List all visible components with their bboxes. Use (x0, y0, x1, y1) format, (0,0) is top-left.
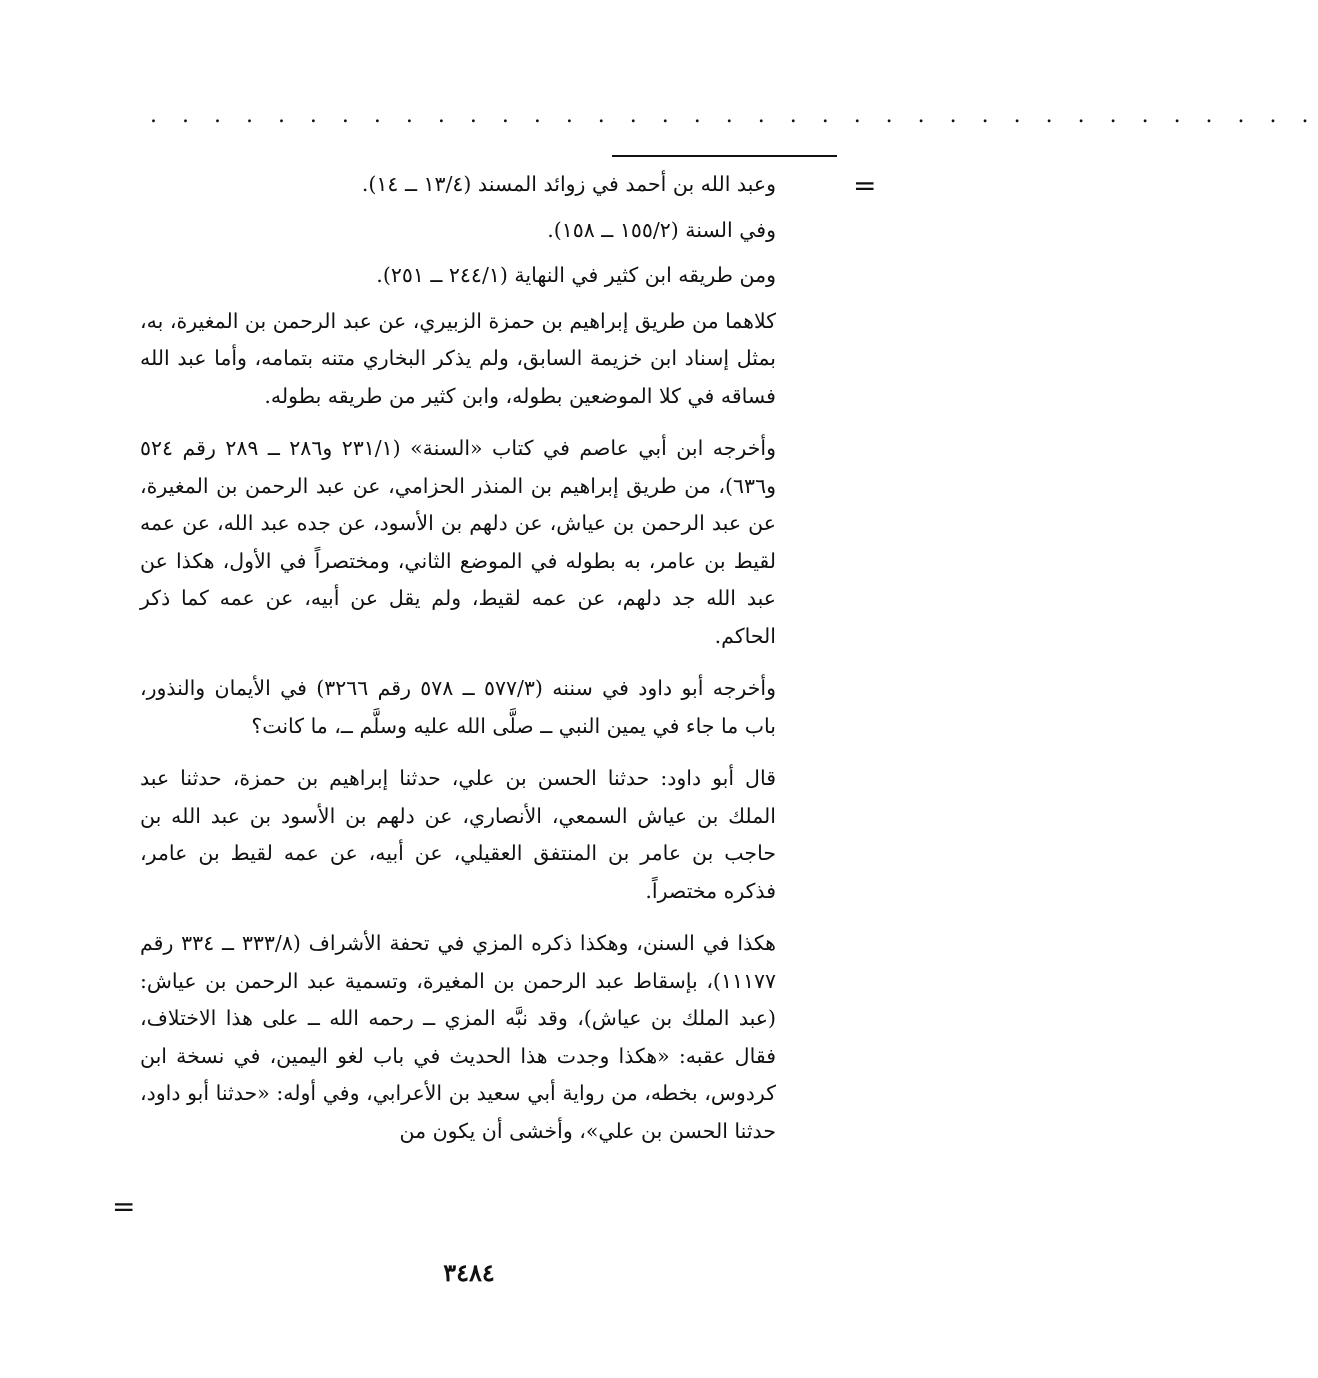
paragraph-7: قال أبو داود: حدثنا الحسن بن علي، حدثنا إبراهيم بن حمزة، حدثنا عبد الملك بن عياش السمعي، الأنصاري، عن دلهم بن الأسود بن عبد الله بن حاجب بن عامر بن المنتفق العقيلي، عن أبيه، عن عمه لقيط بن عامر، فذكره مختصراً. (140, 766, 776, 903)
paragraph-5: وأخرجه ابن أبي عاصم في كتاب «السنة» (٢٣١/١ و٢٨٦ ــ ٢٨٩ رقم ٥٢٤ و٦٣٦)، من طريق إبراهيم بن المنذر الحزامي، عن عبد الرحمن بن المغيرة، عن عبد الرحمن بن عياش، عن دلهم بن الأسود، عن جده عبد الله، عن عمه لقيط بن عامر، به بطوله في الموضع الثاني، ومختصراً في الأول، هكذا عن عبد الله جد دلهم، عن عمه لقيط، ولم يقل عن أبيه، عن عمه كما ذكر الحاكم. (140, 436, 776, 648)
footnote-rule (612, 155, 837, 157)
page-number: ٣٤٨٤ (443, 1258, 495, 1287)
paragraph-6: وأخرجه أبو داود في سننه (٥٧٧/٣ ــ ٥٧٨ رقم ٣٢٦٦) في الأيمان والنذور، باب ما جاء في يمين النبي ــ صلَّى الله عليه وسلَّم ــ، ما كانت؟ (140, 676, 776, 738)
dotted-separator: . . . . . . . . . . . . . . . . . . . . . . . . . . . . . . . . . . . . . (150, 103, 1318, 128)
paragraph-4: كلاهما من طريق إبراهيم بن حمزة الزبيري، عن عبد الرحمن بن المغيرة، به، بمثل إسناد ابن خزيمة السابق، ولم يذكر البخاري متنه بتمامه، وأما عبد الله فساقه في كلا الموضعين بطوله، وابن كثير من طريقه بطوله. (140, 308, 776, 408)
continuation-mark-bottom: = (112, 1190, 136, 1223)
paragraph-8: هكذا في السنن، وهكذا ذكره المزي في تحفة الأشراف (٣٣٣/٨ ــ ٣٣٤ رقم ١١١٧٧)، بإسقاط عبد الرحمن بن المغيرة، وتسمية عبد الرحمن بن عياش: (عبد الملك بن عياش)، وقد نبَّه المزي ــ رحمه الله ــ على هذا الاختلاف، فقال عقبه: «هكذا وجدت هذا الحديث في باب لغو اليمين، في نسخة ابن كردوس، بخطه، من رواية أبي سعيد بن الأعرابي، وفي أوله: «حدثنا أبو داود، حدثنا الحسن بن علي»، وأخشى أن يكون من (140, 931, 776, 1143)
paragraph-3: ومن طريقه ابن كثير في النهاية (٢٤٤/١ ــ ٢٥١). (376, 263, 776, 287)
footnote-text (140, 166, 776, 1165)
paragraph-2: وفي السنة (١٥٥/٢ ــ ١٥٨). (547, 217, 776, 242)
continuation-mark-top: = (853, 169, 877, 202)
paragraph-1: وعبد الله بن أحمد في زوائد المسند (١٣/٤ ــ ١٤). (361, 172, 776, 196)
